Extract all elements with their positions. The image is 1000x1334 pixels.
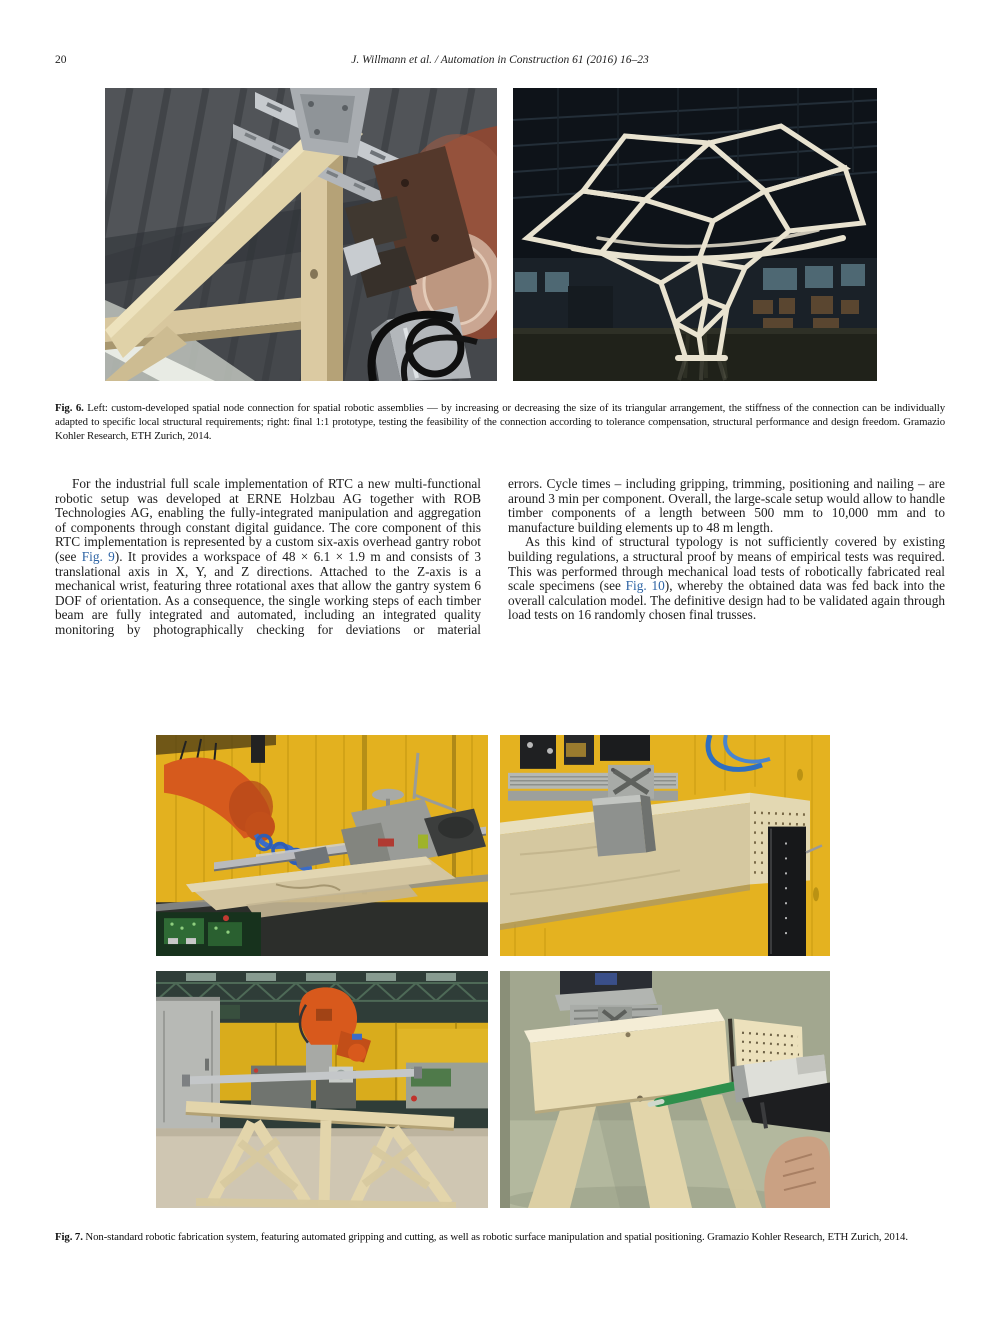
fig7-topleft-illustration xyxy=(156,735,488,956)
paragraph-text: As this kind of structural typology is not sufficiently covered by existing building regulations, a structural proof by means of empirical tests was required. This was performed through mechanical load tests of robotically fabricated real scale specimens (see xyxy=(508,534,945,594)
fig6-caption xyxy=(55,401,945,443)
fig7-topright-illustration xyxy=(500,735,830,956)
fig7-bottomright-illustration xyxy=(500,971,830,1208)
fig6-right-illustration xyxy=(513,88,877,381)
body-column-right xyxy=(508,477,945,623)
fig7-bottomleft-photo xyxy=(156,971,488,1208)
body-paragraph-1 xyxy=(55,477,481,638)
fig7-topright-photo xyxy=(500,735,830,956)
fig7-caption xyxy=(55,1230,945,1244)
body-paragraph-2 xyxy=(508,535,945,623)
paragraph-text: For the industrial full scale implementation of RTC a new multi-functional robotic setup was developed at ERNE Holzbau AG together with ROB Technologies AG, enabling the fully-integrated manipulation and aggregation of components through constant digital guidance. The core component of this RTC implementation is represented by a custom six-axis overhead gantry robot (see xyxy=(55,476,481,564)
fig6-right-photo xyxy=(513,88,877,381)
fig10-link[interactable]: Fig. 10 xyxy=(625,578,665,594)
paragraph-text: ). It provides a workspace of 48 × 6.1 × 1.9 m and consists of 3 translational axis in X, Y, and Z directions. Attached to the Z-axis is a mechanical wrist, featuring three rotational axes that allow the gantry system 6 DOF of orientation. As a consequence, the single working steps of each timber beam are fully integrated and automated, including an integrated quality monitoring by photographically checking for deviations or material xyxy=(55,548,481,637)
body-column-left xyxy=(55,477,481,638)
fig9-link[interactable]: Fig. 9 xyxy=(81,548,115,564)
fig7-caption-text: Non-standard robotic fabrication system, featuring automated gripping and cutting, as well as robotic surface manipulation and spatial positioning. Gramazio Kohler Research, ETH Zurich, 2014. xyxy=(82,1231,908,1243)
fig6-caption-label: Fig. 6. xyxy=(55,402,84,414)
journal-header-line: J. Willmann et al. / Automation in Construction 61 (2016) 16–23 xyxy=(351,54,649,66)
fig6-caption-text: Left: custom-developed spatial node connection for spatial robotic assemblies — by increasing or decreasing the size of its triangular arrangement, the stiffness of the connection can be individually adapted to specific local structural requirements; right: final 1:1 prototype, testing the feasibility of the connection according to tolerance compensation, structural performance and design freedom. Gramazio Kohler Research, ETH Zurich, 2014. xyxy=(55,402,946,442)
page-number: 20 xyxy=(55,54,67,66)
fig7-caption-label: Fig. 7. xyxy=(55,1231,83,1243)
fig6-left-photo xyxy=(105,88,497,381)
fig6-left-illustration xyxy=(105,88,497,381)
fig7-topleft-photo xyxy=(156,735,488,956)
body-paragraph-1-continued: errors. Cycle times – including gripping, trimming, positioning and nailing – are around 3 min per component. Overall, the large-scale setup would allow to handle timber components of a length between 500 mm to 10,000 mm and to manufacture building elements up to 48 m length. xyxy=(508,476,945,535)
fig7-bottomleft-illustration xyxy=(156,971,488,1208)
paragraph-text: ), whereby the obtained data was fed back into the overall calculation model. The definitive design had to be validated again through load tests on 16 randomly chosen final trusses. xyxy=(508,578,946,623)
fig7-bottomright-photo xyxy=(500,971,830,1208)
